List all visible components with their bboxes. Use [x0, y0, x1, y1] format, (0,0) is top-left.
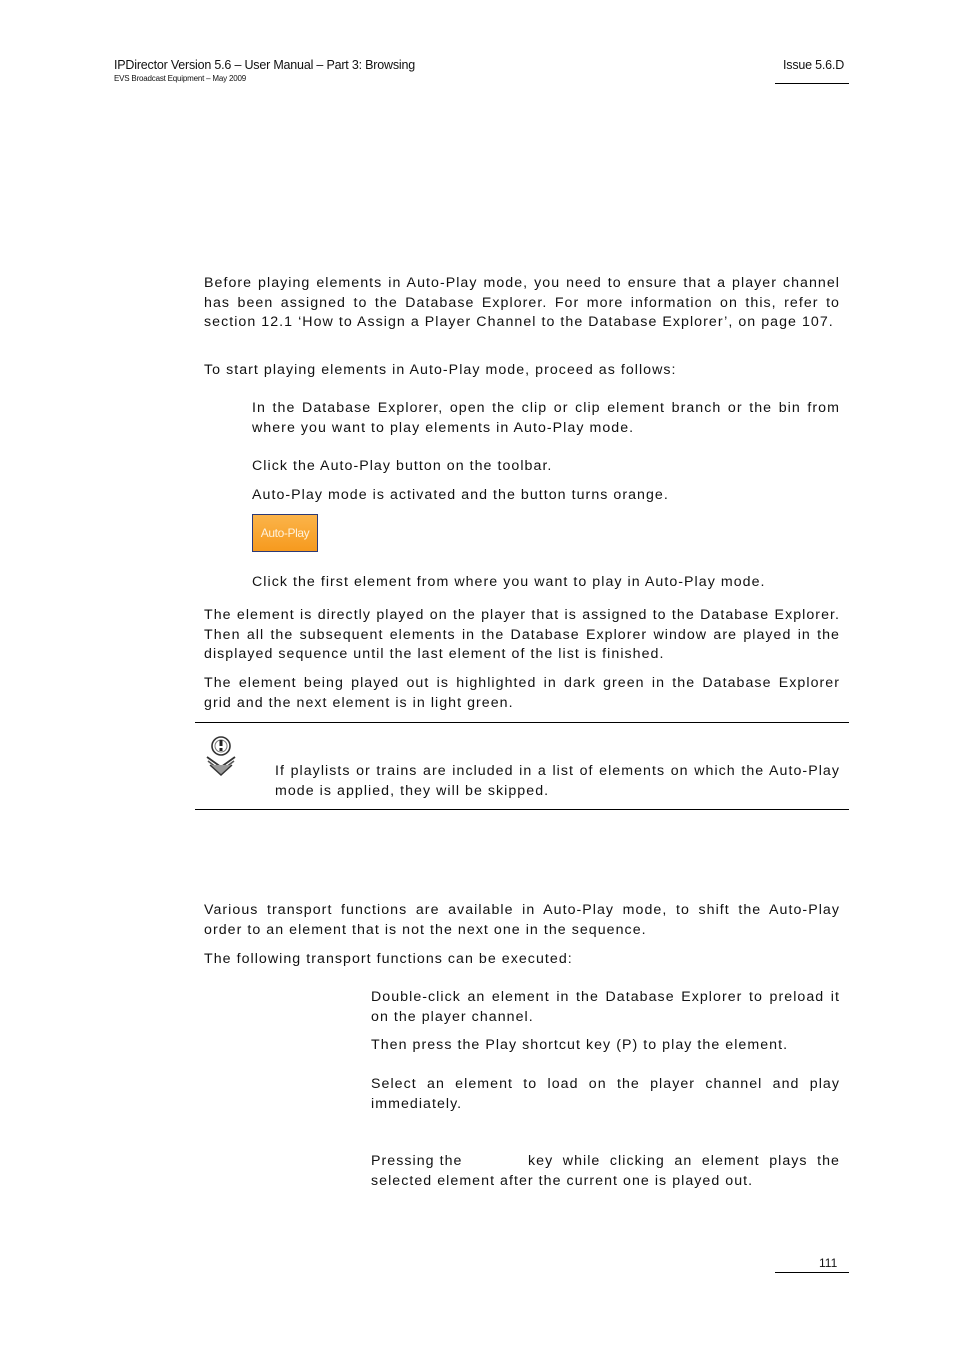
step-2-text: Click the Auto-Play button on the toolbar.: [252, 458, 553, 474]
transport-key-lead: Pressing the: [371, 1153, 463, 1169]
document-title: IPDirector Version 5.6 – User Manual – Part 3: Browsing: [114, 58, 415, 72]
result-paragraph-2: The element being played out is highlighted in dark green in the Database Explorer grid and the next element is in light green.: [204, 675, 840, 711]
footer-rule: [775, 1272, 849, 1273]
document-subtitle: EVS Broadcast Equipment – May 2009: [114, 74, 246, 83]
header-rule: [775, 83, 849, 84]
note-icon: [204, 735, 238, 777]
step-1-text: In the Database Explorer, open the clip or clip element branch or the bin from where you want to play elements in Auto-Play mode.: [252, 400, 840, 436]
step-2-result: Auto-Play mode is activated and the button turns orange.: [252, 487, 669, 503]
autoplay-button-image: [252, 514, 318, 552]
transport-intro: Various transport functions are available in Auto-Play mode, to shift the Auto-Play order to an element that is not the next one in the sequence.: [204, 902, 840, 938]
page-number: 111: [819, 1256, 838, 1270]
autoplay-button-label: Auto-Play: [260, 526, 310, 540]
transport-lead: The following transport functions can be executed:: [204, 951, 573, 967]
step-3-text: Click the first element from where you want to play in Auto-Play mode.: [252, 574, 766, 590]
intro-procedure-lead: To start playing elements in Auto-Play mode, proceed as follows:: [204, 362, 677, 378]
note-text: If playlists or trains are included in a list of elements on which the Auto-Play mode is applied, they will be skipped.: [275, 763, 840, 799]
result-paragraph-1: The element is directly played on the player that is assigned to the Database Explorer. Then all the subsequent elements in the Database Explorer window are played in the displayed sequence until the last element of the list is finished.: [204, 607, 840, 662]
transport-play-text: Then press the Play shortcut key (P) to play the element.: [371, 1037, 789, 1053]
intro-paragraph: Before playing elements in Auto-Play mode, you need to ensure that a player channel has been assigned to the Database Explorer. For more information on this, refer to section 12.1 ‘How to Assign a Player Channel to the Database Explorer’, on page 107.: [204, 275, 840, 330]
transport-load-play-text: Select an element to load on the player channel and play immediately.: [371, 1076, 840, 1112]
issue-label: Issue 5.6.D: [783, 58, 845, 72]
note-top-rule: [195, 722, 849, 723]
transport-key-text: key while clicking an element plays the selected element after the current one is played out.: [371, 1153, 840, 1189]
transport-preload-text: Double-click an element in the Database Explorer to preload it on the player channel.: [371, 989, 840, 1025]
note-bottom-rule: [195, 809, 849, 810]
